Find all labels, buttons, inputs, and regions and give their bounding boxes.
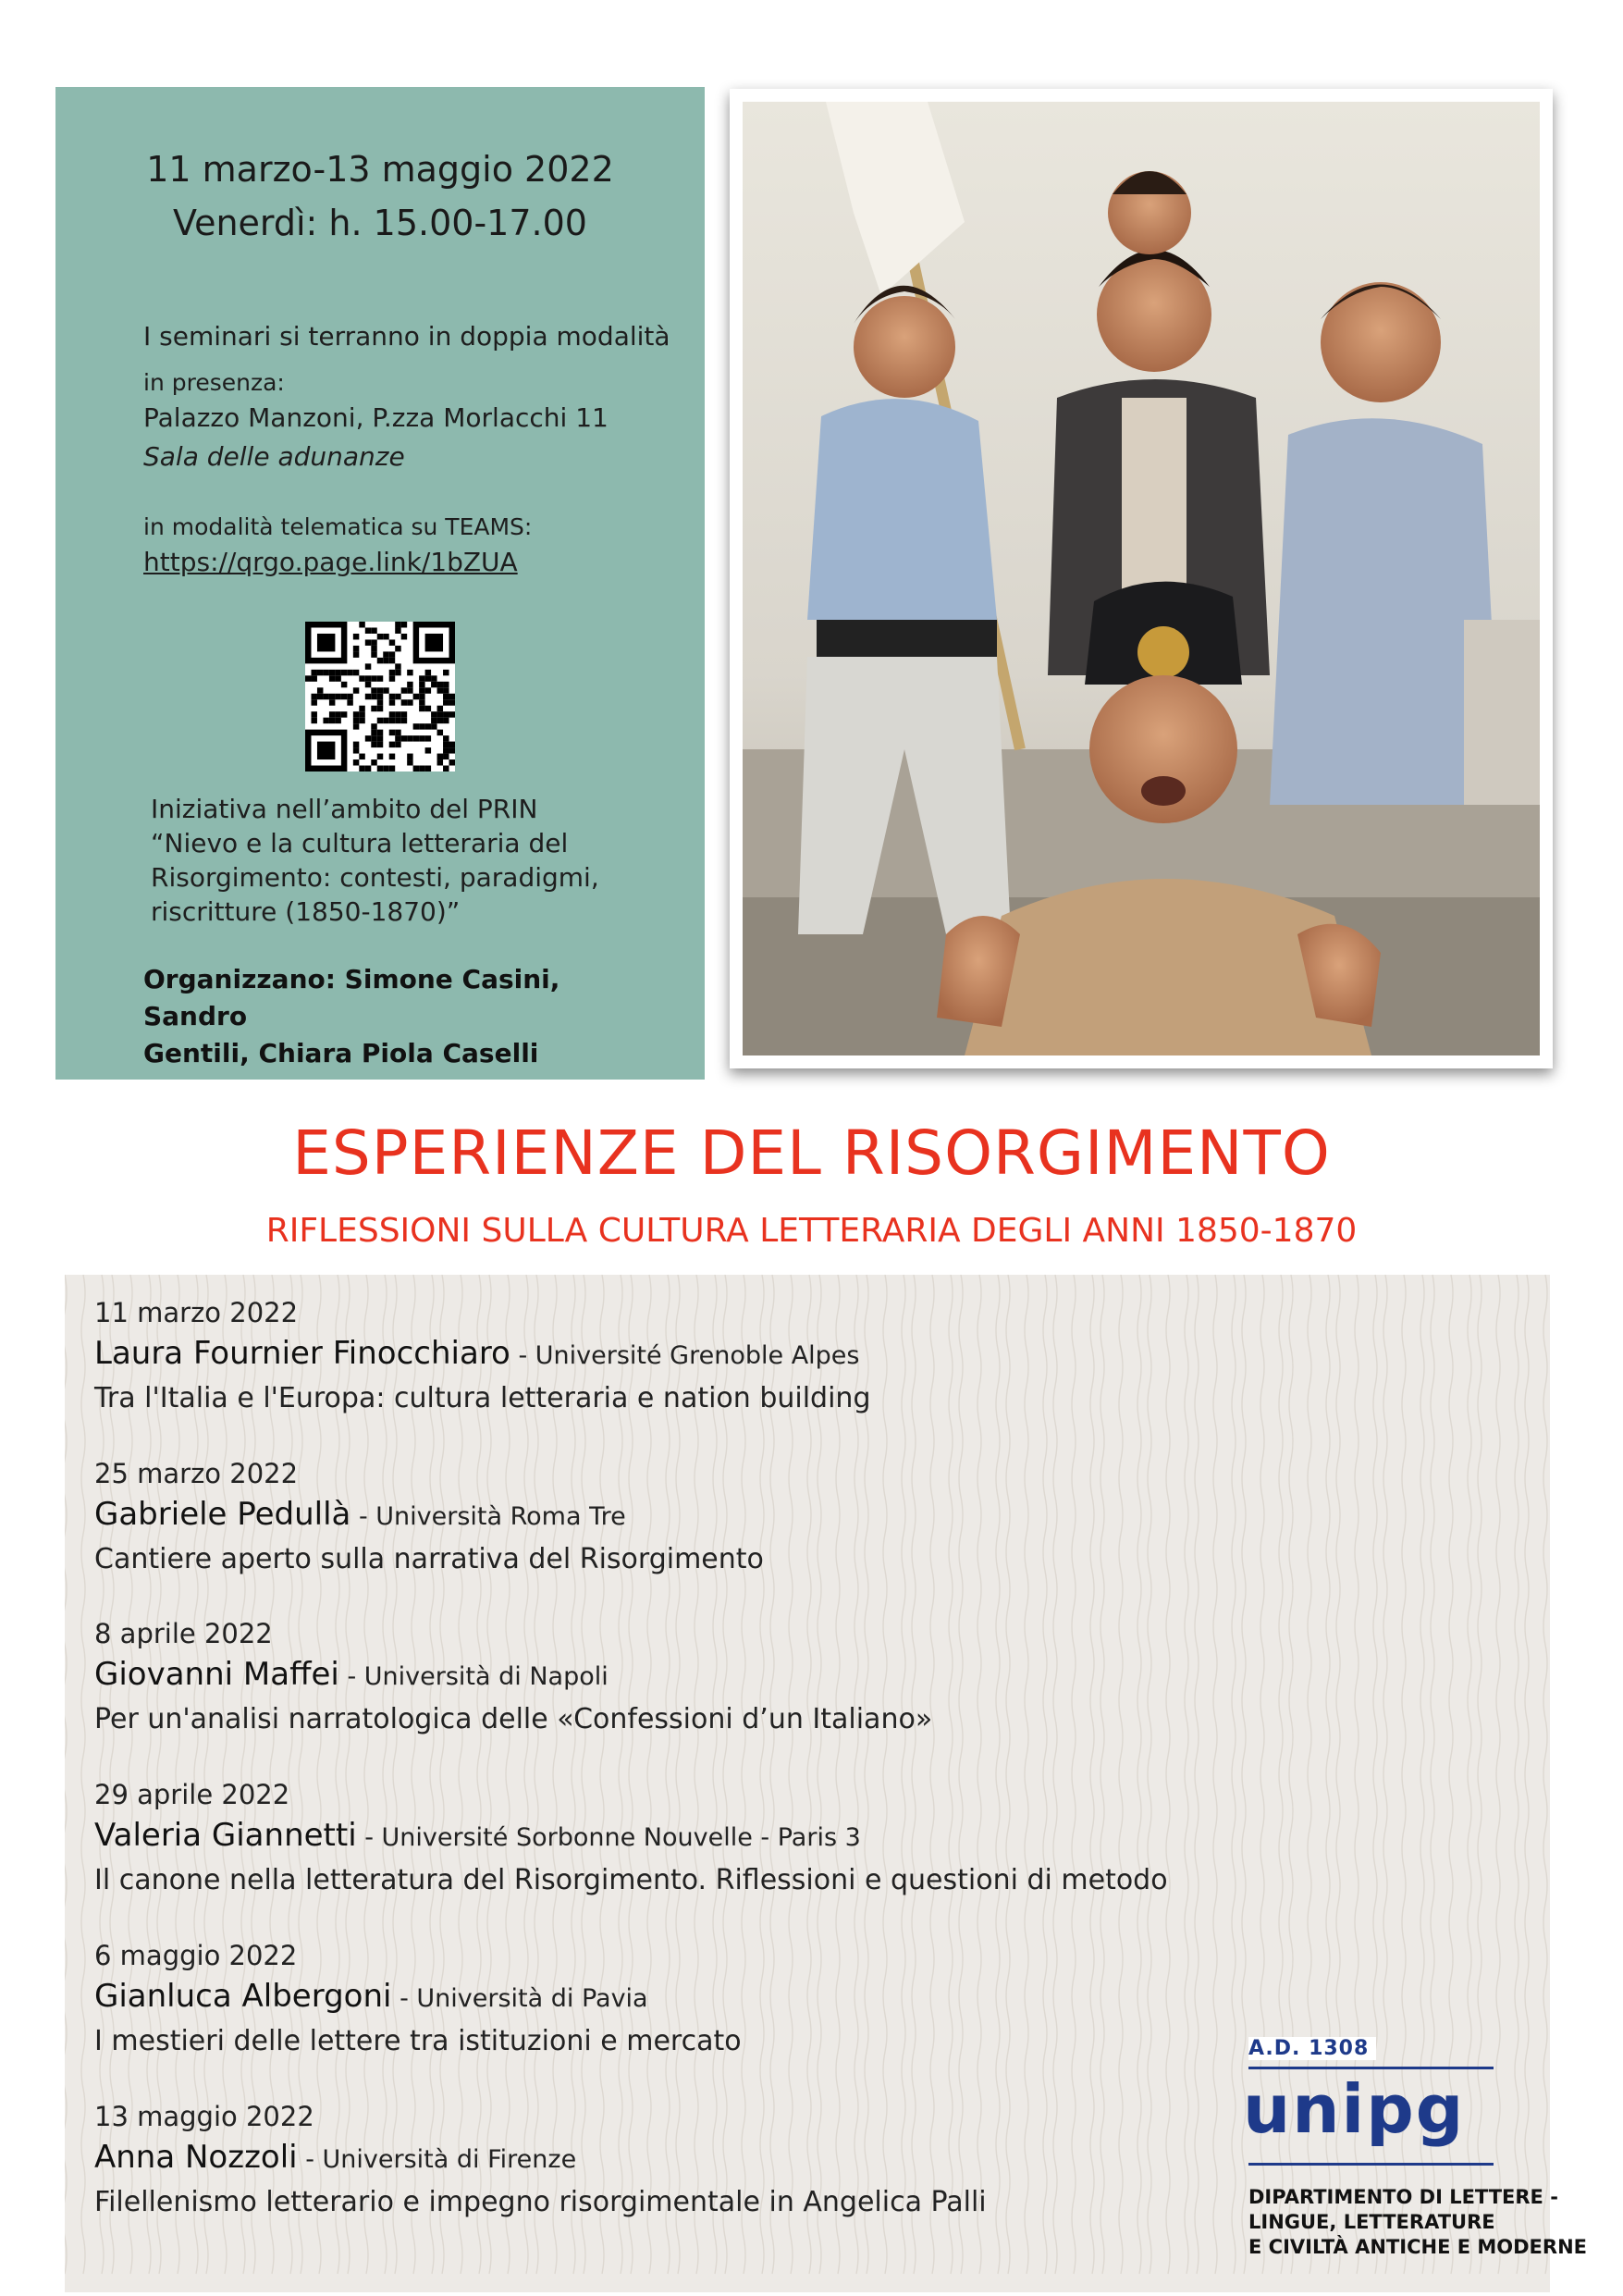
session-speaker-line: [94, 1814, 1168, 1859]
session-speaker-line: [94, 1653, 932, 1698]
session-title: Cantiere aperto sulla narrativa del Risorgimento: [94, 1543, 764, 1575]
department-line: LINGUE, LETTERATURE: [1248, 2211, 1495, 2233]
session-item: [94, 1614, 932, 1741]
session-speaker: Gabriele Pedullà: [94, 1496, 351, 1533]
session-speaker: Giovanni Maffei: [94, 1656, 339, 1693]
children-photo: [743, 102, 1540, 1055]
event-subtitle: RIFLESSIONI SULLA CULTURA LETTERARIA DEGLI ANNI 1850-1870: [265, 1212, 1358, 1250]
session-title: Il canone nella letteratura del Risorgimento. Riflessioni e questioni di metodo: [94, 1864, 1168, 1896]
event-title: ESPERIENZE DEL RISORGIMENTO: [292, 1117, 1331, 1189]
session-affiliation: - Université Sorbonne Nouvelle - Paris 3: [356, 1823, 861, 1852]
prin-line: Iniziativa nell’ambito del PRIN: [151, 794, 538, 824]
photo-illustration: [743, 102, 1540, 1055]
session-date: 13 maggio 2022: [94, 2101, 314, 2132]
date-range: 11 marzo-13 maggio 2022: [146, 149, 614, 190]
session-affiliation: - Università di Firenze: [297, 2145, 577, 2174]
mode-intro: I seminari si terranno in doppia modalità: [143, 321, 670, 352]
organizers-line: Organizzano: Simone Casini, Sandro: [143, 964, 560, 1031]
logo-wordmark: unipg: [1243, 2070, 1466, 2148]
qr-code-graphic: [305, 622, 455, 772]
presence-room: Sala delle adunanze: [143, 441, 405, 472]
qr-code-icon[interactable]: [305, 622, 455, 772]
prin-line: riscritture (1850-1870)”: [151, 896, 461, 927]
logo-rule-bottom: [1248, 2163, 1494, 2166]
event-dates: [55, 142, 705, 250]
session-speaker-line: [94, 1975, 742, 2020]
session-affiliation: - Università Roma Tre: [350, 1502, 626, 1531]
session-item: [94, 1936, 742, 2063]
logo-founding-year: A.D. 1308: [1248, 2037, 1376, 2060]
prin-line: “Nievo e la cultura letteraria del: [151, 828, 569, 858]
session-speaker: Laura Fournier Finocchiaro: [94, 1335, 510, 1372]
session-title: Tra l'Italia e l'Europa: cultura letteraria e nation building: [94, 1382, 871, 1414]
session-speaker: Valeria Giannetti: [94, 1817, 357, 1854]
session-date: 29 aprile 2022: [94, 1779, 290, 1810]
department-name: [1248, 2185, 1587, 2260]
session-date: 8 aprile 2022: [94, 1618, 273, 1649]
prin-line: Risorgimento: contesti, paradigmi,: [151, 862, 599, 893]
online-label: in modalità telematica su TEAMS:: [143, 513, 533, 540]
session-affiliation: - Université Grenoble Alpes: [510, 1341, 860, 1370]
logo-rule-top: [1248, 2067, 1494, 2069]
organizers: [143, 961, 661, 1072]
prin-initiative: [151, 792, 650, 929]
presence-label: in presenza:: [143, 369, 285, 396]
session-affiliation: - Università di Napoli: [338, 1662, 609, 1691]
session-title: Filellenismo letterario e impegno risorgimentale in Angelica Palli: [94, 2186, 987, 2218]
session-date: 6 maggio 2022: [94, 1940, 298, 1971]
info-panel: [55, 87, 705, 1080]
session-title: I mestieri delle lettere tra istituzioni e mercato: [94, 2025, 742, 2057]
session-date: 11 marzo 2022: [94, 1297, 299, 1328]
schedule: Venerdì: h. 15.00-17.00: [173, 203, 587, 243]
session-speaker: Anna Nozzoli: [94, 2139, 298, 2176]
unipg-logo: [1243, 2037, 1600, 2285]
session-speaker-line: [94, 2136, 987, 2181]
session-item: [94, 1775, 1168, 1902]
session-speaker: Gianluca Albergoni: [94, 1978, 392, 2015]
session-title: Per un'analisi narratologica delle «Confessioni d’un Italiano»: [94, 1703, 933, 1735]
teams-link[interactable]: https://qrgo.page.link/1bZUA: [143, 547, 518, 577]
session-speaker-line: [94, 1332, 871, 1377]
session-date: 25 marzo 2022: [94, 1458, 299, 1489]
presence-place: Palazzo Manzoni, P.zza Morlacchi 11: [143, 402, 609, 433]
photo-frame: [730, 89, 1553, 1068]
session-affiliation: - Università di Pavia: [391, 1984, 648, 2013]
session-item: [94, 2097, 987, 2224]
session-speaker-line: [94, 1493, 764, 1538]
department-line: DIPARTIMENTO DI LETTERE -: [1248, 2186, 1558, 2208]
session-item: [94, 1454, 764, 1581]
organizers-line: Gentili, Chiara Piola Caselli: [143, 1038, 539, 1068]
session-item: [94, 1293, 871, 1420]
department-line: E CIVILTÀ ANTICHE E MODERNE: [1248, 2236, 1587, 2258]
